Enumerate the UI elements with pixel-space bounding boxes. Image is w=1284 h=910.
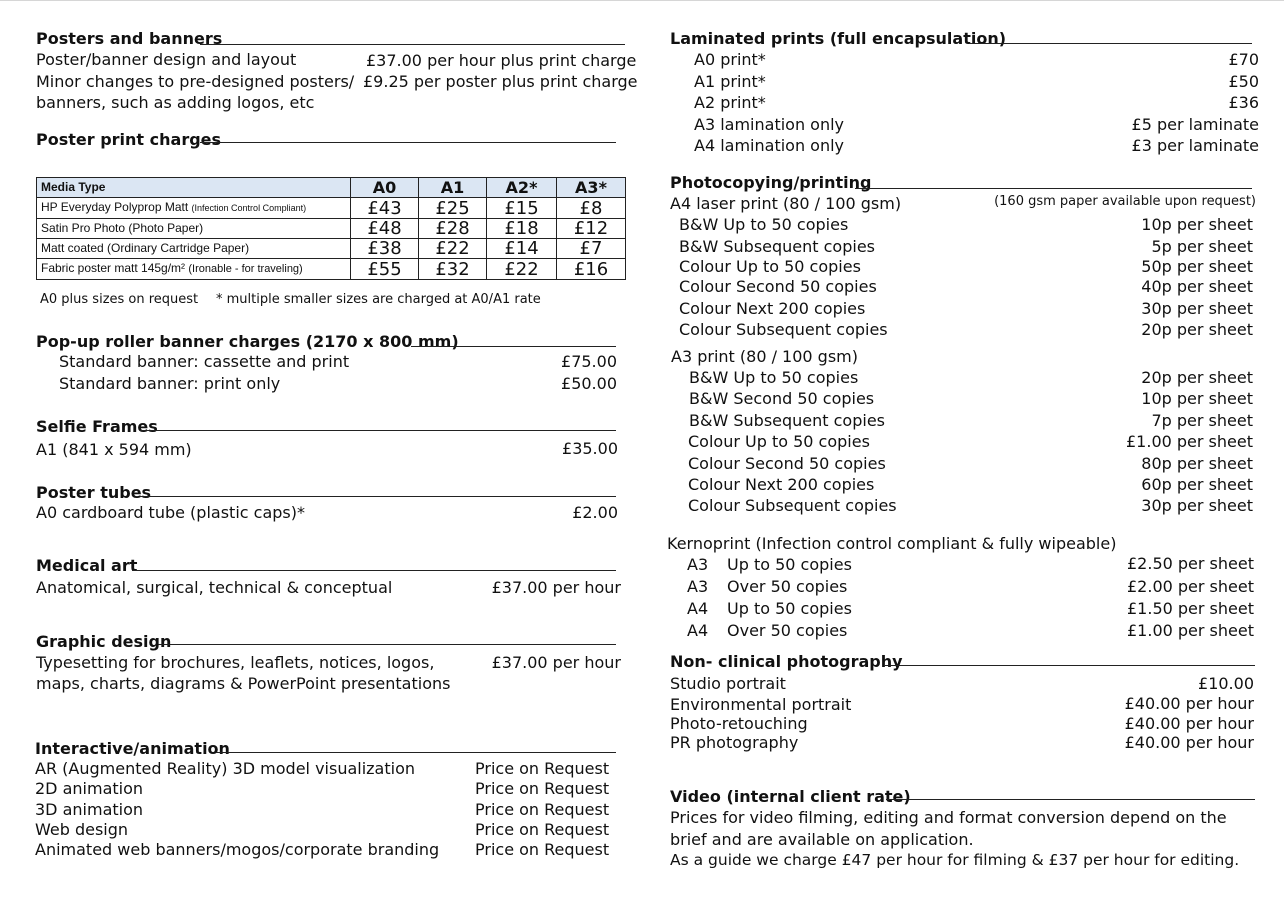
table-row <box>37 219 626 239</box>
a4-row-price: 30p per sheet <box>1141 299 1253 318</box>
a4-row-label: B&W Up to 50 copies <box>679 215 849 234</box>
a4-row-label: Colour Second 50 copies <box>679 277 877 296</box>
medical-heading: Medical art <box>36 556 138 575</box>
kerno-row-label: Over 50 copies <box>727 577 848 596</box>
a3-row-label: Colour Subsequent copies <box>688 496 897 515</box>
a4-row-label: Colour Subsequent copies <box>679 320 888 339</box>
selfie-rule <box>140 430 616 431</box>
table-row <box>37 239 626 259</box>
posters-row-price: £37.00 per hour plus print charge <box>366 51 637 70</box>
kerno-row-label: Over 50 copies <box>727 621 848 640</box>
photography-heading: Non- clinical photography <box>670 652 903 671</box>
laminated-heading: Laminated prints (full encapsulation) <box>670 29 1007 48</box>
laminated-row-price: £36 <box>1228 93 1259 112</box>
photocopy-heading: Photocopying/printing <box>670 173 872 192</box>
kerno-row-size: A3 <box>687 577 709 596</box>
laminated-row-label: A0 print* <box>694 50 766 69</box>
kerno-row-price: £1.00 per sheet <box>1127 621 1254 640</box>
table-row <box>37 198 626 219</box>
interactive-rule <box>216 752 616 753</box>
price-a0: £38 <box>351 239 419 259</box>
price-a0: £43 <box>351 198 419 219</box>
a3-row-price: 30p per sheet <box>1141 496 1253 515</box>
selfie-heading: Selfie Frames <box>36 417 158 436</box>
video-text-line: brief and are available on application. <box>670 830 974 849</box>
a3-row-label: B&W Subsequent copies <box>689 411 885 430</box>
a3-row-price: 80p per sheet <box>1141 454 1253 473</box>
media-cell <box>37 239 351 259</box>
posters-row-label: banners, such as adding logos, etc <box>36 93 315 112</box>
col-a0: A0 <box>351 178 419 198</box>
a4-row-label: Colour Next 200 copies <box>679 299 866 318</box>
price-a2: £22 <box>487 259 557 280</box>
kerno-row-price: £1.50 per sheet <box>1127 599 1254 618</box>
laminated-rule <box>969 43 1252 44</box>
table-row <box>37 259 626 280</box>
graphic-row-price: £37.00 per hour <box>491 653 621 672</box>
posters-heading: Posters and banners <box>36 29 223 48</box>
media-name: Fabric poster matt 145g/m² <box>41 261 189 275</box>
a4-print-title: A4 laser print (80 / 100 gsm) <box>670 194 902 213</box>
price-a3: £7 <box>557 239 626 259</box>
photography-row-price: £40.00 per hour <box>1124 733 1254 752</box>
graphic-rule <box>158 644 616 645</box>
interactive-heading: Interactive/animation <box>35 739 230 758</box>
medical-rule <box>132 570 616 571</box>
graphic-row-label: Typesetting for brochures, leaflets, notices, logos, <box>36 653 435 672</box>
video-heading: Video (internal client rate) <box>670 787 911 806</box>
col-media-type: Media Type <box>37 178 351 198</box>
photocopy-rule <box>855 188 1252 189</box>
media-name: Satin Pro Photo <box>41 221 126 235</box>
graphic-heading: Graphic design <box>36 632 172 651</box>
laminated-row-price: £3 per laminate <box>1131 136 1259 155</box>
a4-row-label: B&W Subsequent copies <box>679 237 875 256</box>
photography-row-label: Environmental portrait <box>670 695 852 714</box>
kerno-row-size: A3 <box>687 555 709 574</box>
a3-row-price: 10p per sheet <box>1141 389 1253 408</box>
print-note-multiple: * multiple smaller sizes are charged at A0/A1 rate <box>216 292 541 307</box>
photography-rule <box>885 665 1255 666</box>
price-a1: £25 <box>419 198 487 219</box>
a4-row-price: 5p per sheet <box>1151 237 1253 256</box>
interactive-row-label: Animated web banners/mogos/corporate branding <box>35 840 440 859</box>
a4-row-price: 40p per sheet <box>1141 277 1253 296</box>
interactive-row-label: 3D animation <box>35 800 144 819</box>
popup-row-price: £50.00 <box>561 374 617 393</box>
media-name: HP Everyday Polyprop Matt <box>41 200 189 214</box>
a3-row-price: £1.00 per sheet <box>1126 432 1253 451</box>
print-charges-rule <box>200 142 616 143</box>
price-a2: £14 <box>487 239 557 259</box>
price-a1: £32 <box>419 259 487 280</box>
selfie-row-label: A1 (841 x 594 mm) <box>36 440 192 459</box>
media-cell <box>37 198 351 219</box>
interactive-row-price: Price on Request <box>475 759 610 778</box>
kerno-row-label: Up to 50 copies <box>727 599 852 618</box>
a3-row-price: 60p per sheet <box>1141 475 1253 494</box>
media-note: (Ironable - for traveling) <box>188 263 303 275</box>
price-a3: £16 <box>557 259 626 280</box>
media-cell <box>37 219 351 239</box>
price-a0: £48 <box>351 219 419 239</box>
table-header-row <box>37 178 626 198</box>
a4-row-price: 10p per sheet <box>1141 215 1253 234</box>
top-divider <box>0 0 1284 1</box>
photography-row-price: £40.00 per hour <box>1124 714 1254 733</box>
price-a1: £28 <box>419 219 487 239</box>
laminated-row-price: £50 <box>1228 72 1259 91</box>
posters-row-price: £9.25 per poster plus print charge <box>363 72 638 91</box>
tubes-row-price: £2.00 <box>572 503 618 522</box>
interactive-row-price: Price on Request <box>475 820 610 839</box>
popup-rule <box>411 346 616 347</box>
media-name: Matt coated <box>41 241 108 255</box>
laminated-row-label: A4 lamination only <box>694 136 845 155</box>
photography-row-label: PR photography <box>670 733 799 752</box>
laminated-row-price: £5 per laminate <box>1131 115 1259 134</box>
price-a1: £22 <box>419 239 487 259</box>
popup-row-label: Standard banner: print only <box>59 374 281 393</box>
a3-print-title: A3 print (80 / 100 gsm) <box>671 347 858 366</box>
interactive-row-price: Price on Request <box>475 800 610 819</box>
kerno-row-size: A4 <box>687 621 709 640</box>
kerno-heading: Kernoprint (Infection control compliant & fully wipeable) <box>667 534 1117 553</box>
kerno-row-label: Up to 50 copies <box>727 555 852 574</box>
posters-row-label: Poster/banner design and layout <box>36 50 297 69</box>
col-a1: A1 <box>419 178 487 198</box>
laminated-row-price: £70 <box>1228 50 1259 69</box>
price-a3: £8 <box>557 198 626 219</box>
media-note: (Ordinary Cartridge Paper) <box>107 241 250 255</box>
photography-row-price: £40.00 per hour <box>1124 694 1254 713</box>
price-a3: £12 <box>557 219 626 239</box>
interactive-row-label: Web design <box>35 820 129 839</box>
col-a2: A2* <box>487 178 557 198</box>
media-note: (Infection Control Compliant) <box>191 203 307 213</box>
popup-row-price: £75.00 <box>561 352 617 371</box>
a3-row-price: 7p per sheet <box>1151 411 1253 430</box>
price-a2: £15 <box>487 198 557 219</box>
popup-row-label: Standard banner: cassette and print <box>59 352 350 371</box>
tubes-row-label: A0 cardboard tube (plastic caps)* <box>36 503 305 522</box>
laminated-row-label: A1 print* <box>694 72 766 91</box>
kerno-row-price: £2.00 per sheet <box>1127 577 1254 596</box>
print-note-sizes: A0 plus sizes on request <box>40 292 199 307</box>
video-rule <box>886 799 1255 800</box>
video-text-line: As a guide we charge £47 per hour for filming & £37 per hour for editing. <box>670 851 1240 869</box>
a4-print-note: (160 gsm paper available upon request) <box>994 194 1256 209</box>
posters-row-label: Minor changes to pre-designed posters/ <box>36 72 355 91</box>
kerno-row-price: £2.50 per sheet <box>1127 554 1254 573</box>
a4-row-price: 20p per sheet <box>1141 320 1253 339</box>
tubes-rule <box>140 496 616 497</box>
photography-row-price: £10.00 <box>1198 674 1254 693</box>
interactive-row-price: Price on Request <box>475 840 610 859</box>
medical-row-price: £37.00 per hour <box>491 578 621 597</box>
a3-row-label: Colour Second 50 copies <box>688 454 886 473</box>
a4-row-label: Colour Up to 50 copies <box>679 257 861 276</box>
selfie-row-price: £35.00 <box>562 439 618 458</box>
posters-rule <box>200 44 625 45</box>
kerno-row-size: A4 <box>687 599 709 618</box>
graphic-row-label: maps, charts, diagrams & PowerPoint presentations <box>36 674 451 693</box>
video-text-line: Prices for video filming, editing and format conversion depend on the <box>670 808 1227 827</box>
a3-row-price: 20p per sheet <box>1141 368 1253 387</box>
photography-row-label: Photo-retouching <box>670 714 808 733</box>
tubes-heading: Poster tubes <box>36 483 152 502</box>
print-charges-table <box>36 177 626 280</box>
interactive-row-label: 2D animation <box>35 779 144 798</box>
laminated-row-label: A3 lamination only <box>694 115 845 134</box>
col-a3: A3* <box>557 178 626 198</box>
print-charges-heading: Poster print charges <box>36 130 222 149</box>
photography-row-label: Studio portrait <box>670 674 786 693</box>
media-note: (Photo Paper) <box>128 221 204 235</box>
a3-row-label: Colour Up to 50 copies <box>688 432 870 451</box>
interactive-row-price: Price on Request <box>475 779 610 798</box>
price-a0: £55 <box>351 259 419 280</box>
popup-heading: Pop-up roller banner charges (2170 x 800 mm) <box>36 332 459 351</box>
a3-row-label: B&W Second 50 copies <box>689 389 875 408</box>
a3-row-label: Colour Next 200 copies <box>688 475 875 494</box>
interactive-row-label: AR (Augmented Reality) 3D model visualization <box>35 759 415 778</box>
a4-row-price: 50p per sheet <box>1141 257 1253 276</box>
price-a2: £18 <box>487 219 557 239</box>
media-cell <box>37 259 351 280</box>
laminated-row-label: A2 print* <box>694 93 766 112</box>
medical-row-label: Anatomical, surgical, technical & conceptual <box>36 578 393 597</box>
a3-row-label: B&W Up to 50 copies <box>689 368 859 387</box>
